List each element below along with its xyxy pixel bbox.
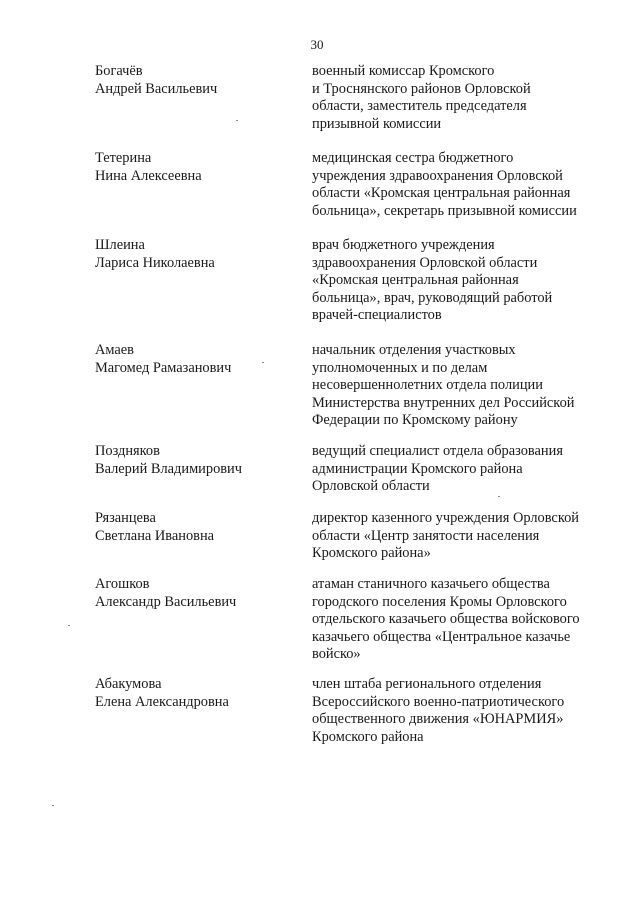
scan-speck — [498, 496, 500, 497]
member-role — [312, 576, 612, 664]
role-line: врач бюджетного учреждения — [312, 237, 495, 253]
surname: Агошков — [95, 576, 150, 592]
role-line: врачей-специалистов — [312, 307, 442, 323]
role-line: военный комиссар Кромского — [312, 63, 495, 79]
given-name: Нина Алексеевна — [95, 167, 202, 184]
surname: Тетерина — [95, 150, 152, 166]
given-name: Александр Васильевич — [95, 593, 237, 610]
role-line: администрации Кромского района — [312, 460, 523, 477]
role-line: Кромского района» — [312, 545, 431, 561]
role-line: уполномоченных и по делам — [312, 359, 488, 376]
member-name — [95, 510, 295, 545]
member-name — [95, 150, 295, 185]
role-line: медицинская сестра бюджетного — [312, 150, 514, 166]
role-line: войско» — [312, 646, 361, 662]
role-line: начальник отделения участковых — [312, 342, 516, 358]
role-line: Всероссийского военно-патриотического — [312, 693, 565, 710]
member-name — [95, 342, 295, 377]
role-line: общественного движения «ЮНАРМИЯ» — [312, 711, 564, 727]
member-name — [95, 576, 295, 611]
role-line: Министерства внутренних дел Российской — [312, 394, 575, 411]
role-line: Кромского района — [312, 728, 424, 745]
given-name: Елена Александровна — [95, 693, 229, 710]
role-line: области «Кромская центральная районная — [312, 185, 571, 201]
role-line: больница», врач, руководящий работой — [312, 289, 553, 306]
scan-speck — [262, 362, 264, 363]
member-role — [312, 676, 612, 746]
given-name: Андрей Васильевич — [95, 80, 218, 97]
surname: Рязанцева — [95, 510, 156, 526]
scan-speck — [236, 120, 238, 121]
role-line: призывной комиссии — [312, 115, 442, 132]
role-line: Орловской области — [312, 478, 430, 494]
role-line: больница», секретарь призывной комиссии — [312, 202, 577, 219]
member-role — [312, 237, 612, 325]
member-name — [95, 676, 295, 711]
role-line: учреждения здравоохранения Орловской — [312, 167, 563, 184]
page-number: 30 — [310, 37, 324, 52]
role-line: директор казенного учреждения Орловской — [312, 510, 579, 526]
surname: Абакумова — [95, 676, 162, 692]
scan-speck — [68, 625, 70, 626]
given-name: Магомед Рамазанович — [95, 359, 232, 376]
role-line: «Кромская центральная районная — [312, 272, 519, 288]
role-line: городского поселения Кромы Орловского — [312, 593, 567, 610]
role-line: атаман станичного казачьего общества — [312, 576, 550, 592]
scan-speck — [52, 805, 54, 806]
role-line: ведущий специалист отдела образования — [312, 443, 563, 459]
member-role — [312, 342, 612, 430]
member-name — [95, 443, 295, 478]
member-role — [312, 63, 612, 133]
role-line: и Троснянского районов Орловской — [312, 80, 531, 97]
role-line: области «Центр занятости населения — [312, 527, 540, 544]
surname: Богачёв — [95, 63, 143, 79]
role-line: член штаба регионального отделения — [312, 676, 542, 692]
given-name: Валерий Владимирович — [95, 460, 242, 477]
member-role — [312, 150, 612, 220]
role-line: несовершеннолетних отдела полиции — [312, 377, 543, 393]
member-role — [312, 510, 612, 563]
role-line: здравоохранения Орловской области — [312, 254, 538, 271]
member-role — [312, 443, 612, 496]
role-line: отдельского казачьего общества войскового — [312, 611, 580, 627]
role-line: Федерации по Кромскому району — [312, 412, 518, 428]
given-name: Лариса Николаевна — [95, 254, 215, 271]
member-name — [95, 63, 295, 98]
surname: Поздняков — [95, 443, 160, 459]
given-name: Светлана Ивановна — [95, 527, 215, 544]
surname: Шлеина — [95, 237, 145, 253]
surname: Амаев — [95, 342, 134, 358]
role-line: области, заместитель председателя — [312, 98, 527, 114]
role-line: казачьего общества «Центральное казачье — [312, 628, 571, 645]
member-name — [95, 237, 295, 272]
